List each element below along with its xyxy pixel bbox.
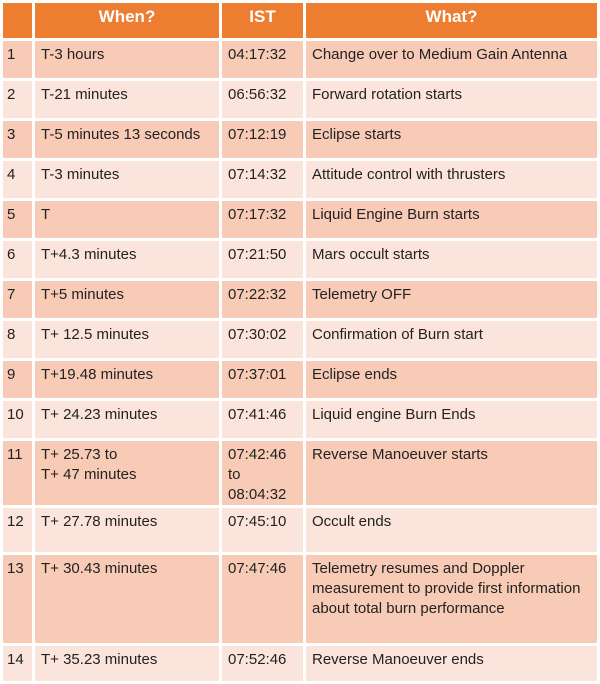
- table-row: [3, 555, 597, 643]
- cell-ist: 07:30:02: [222, 321, 303, 358]
- header-row: [3, 3, 597, 38]
- cell-what: Reverse Manoeuver ends: [306, 646, 597, 681]
- cell-num: 14: [3, 646, 32, 681]
- table-row: [3, 646, 597, 681]
- cell-ist: 04:17:32: [222, 41, 303, 78]
- table-row: [3, 41, 597, 78]
- cell-ist: 07:42:46 to 08:04:32: [222, 441, 303, 505]
- cell-when: T+ 35.23 minutes: [35, 646, 219, 681]
- cell-num: 11: [3, 441, 32, 505]
- cell-num: 5: [3, 201, 32, 238]
- cell-num: 6: [3, 241, 32, 278]
- table-row: [3, 281, 597, 318]
- header-what: What?: [306, 3, 597, 38]
- cell-when: T+5 minutes: [35, 281, 219, 318]
- header-when: When?: [35, 3, 219, 38]
- cell-what: Telemetry resumes and Doppler measurement to provide first information about total burn performance: [306, 555, 597, 643]
- cell-num: 9: [3, 361, 32, 398]
- cell-when: T-21 minutes: [35, 81, 219, 118]
- header-num: [3, 3, 32, 38]
- table-row: [3, 401, 597, 438]
- cell-ist: 07:41:46: [222, 401, 303, 438]
- table-row: [3, 81, 597, 118]
- table-row: [3, 508, 597, 552]
- table-row: [3, 441, 597, 505]
- cell-when: T+19.48 minutes: [35, 361, 219, 398]
- cell-num: 7: [3, 281, 32, 318]
- cell-when: T+ 27.78 minutes: [35, 508, 219, 552]
- cell-when: T: [35, 201, 219, 238]
- cell-when: T+4.3 minutes: [35, 241, 219, 278]
- cell-ist: 07:22:32: [222, 281, 303, 318]
- cell-what: Confirmation of Burn start: [306, 321, 597, 358]
- cell-what: Forward rotation starts: [306, 81, 597, 118]
- cell-what: Liquid engine Burn Ends: [306, 401, 597, 438]
- cell-when: T+ 12.5 minutes: [35, 321, 219, 358]
- cell-num: 3: [3, 121, 32, 158]
- cell-num: 1: [3, 41, 32, 78]
- cell-what: Telemetry OFF: [306, 281, 597, 318]
- table-row: [3, 201, 597, 238]
- cell-when: T-3 minutes: [35, 161, 219, 198]
- cell-num: 2: [3, 81, 32, 118]
- cell-when: T+ 30.43 minutes: [35, 555, 219, 643]
- cell-ist: 07:17:32: [222, 201, 303, 238]
- table-row: [3, 321, 597, 358]
- cell-when: T+ 24.23 minutes: [35, 401, 219, 438]
- cell-ist: 07:47:46: [222, 555, 303, 643]
- cell-ist: 06:56:32: [222, 81, 303, 118]
- cell-num: 12: [3, 508, 32, 552]
- table-row: [3, 361, 597, 398]
- cell-what: Occult ends: [306, 508, 597, 552]
- cell-ist: 07:52:46: [222, 646, 303, 681]
- cell-what: Attitude control with thrusters: [306, 161, 597, 198]
- cell-when: T+ 25.73 to T+ 47 minutes: [35, 441, 219, 505]
- header-ist: IST: [222, 3, 303, 38]
- cell-when: T-3 hours: [35, 41, 219, 78]
- cell-ist: 07:45:10: [222, 508, 303, 552]
- cell-what: Eclipse ends: [306, 361, 597, 398]
- cell-what: Eclipse starts: [306, 121, 597, 158]
- cell-what: Reverse Manoeuver starts: [306, 441, 597, 505]
- cell-num: 4: [3, 161, 32, 198]
- cell-ist: 07:37:01: [222, 361, 303, 398]
- cell-what: Liquid Engine Burn starts: [306, 201, 597, 238]
- cell-ist: 07:21:50: [222, 241, 303, 278]
- table-row: [3, 241, 597, 278]
- cell-num: 13: [3, 555, 32, 643]
- cell-ist: 07:12:19: [222, 121, 303, 158]
- cell-ist: 07:14:32: [222, 161, 303, 198]
- table-row: [3, 121, 597, 158]
- cell-what: Change over to Medium Gain Antenna: [306, 41, 597, 78]
- table-row: [3, 161, 597, 198]
- cell-when: T-5 minutes 13 seconds: [35, 121, 219, 158]
- cell-num: 10: [3, 401, 32, 438]
- cell-what: Mars occult starts: [306, 241, 597, 278]
- cell-num: 8: [3, 321, 32, 358]
